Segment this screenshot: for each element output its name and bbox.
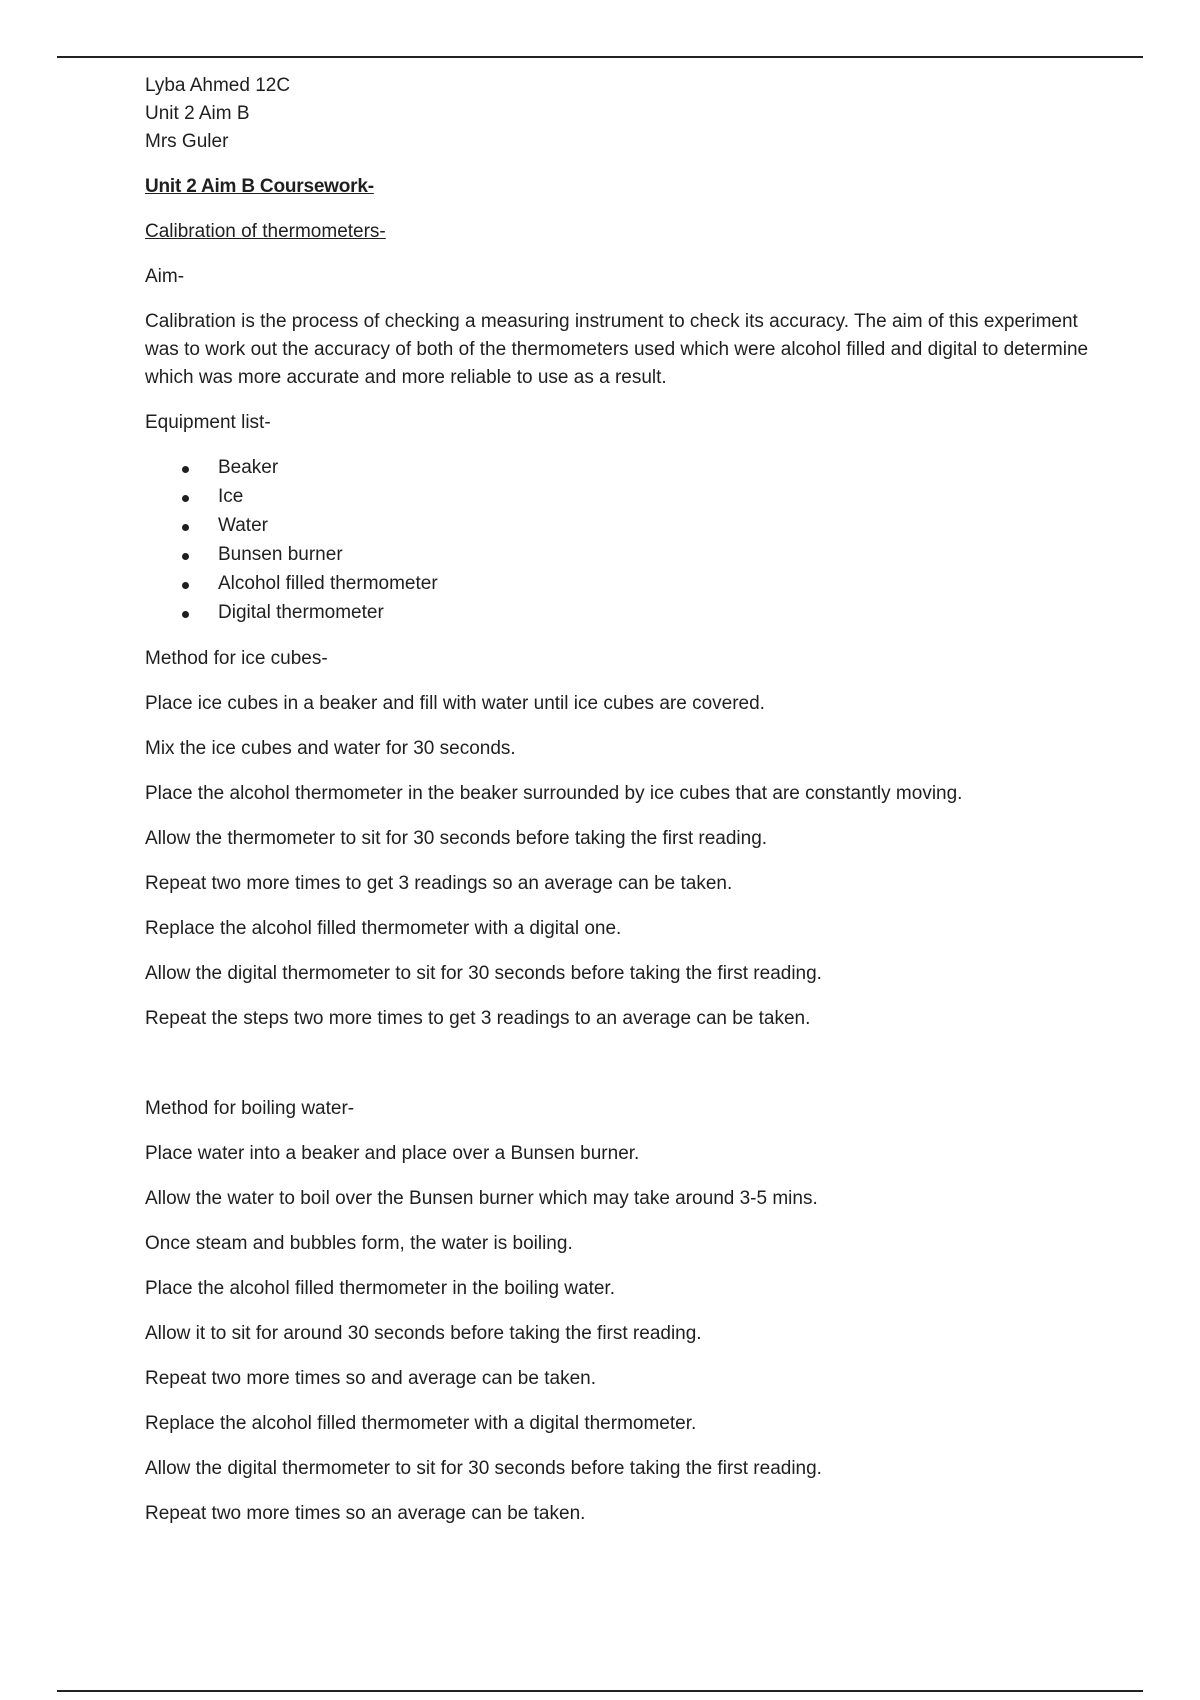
- equipment-item: Water: [218, 515, 268, 536]
- method-boil-step: Allow the water to boil over the Bunsen burner which may take around 3-5 mins.: [145, 1188, 818, 1209]
- method-ice-step: Repeat two more times to get 3 readings so an average can be taken.: [145, 873, 733, 894]
- aim-text: Calibration is the process of checking a measuring instrument to check its accuracy. The aim of this experiment was to work out the accuracy of both of the thermometers used which were alcohol filled and digital to determine which was more accurate and more reliable to use as a result.: [145, 311, 1089, 388]
- list-item: [145, 570, 1105, 599]
- equipment-item: Digital thermometer: [218, 602, 384, 623]
- bullet-icon: [182, 524, 189, 531]
- method-boil-step: Repeat two more times so and average can be taken.: [145, 1368, 596, 1389]
- equipment-label: Equipment list-: [145, 412, 271, 433]
- method-boil-step: Once steam and bubbles form, the water is boiling.: [145, 1233, 573, 1254]
- method-boil-step: Replace the alcohol filled thermometer with a digital thermometer.: [145, 1413, 697, 1434]
- method-boil-step: Place the alcohol filled thermometer in the boiling water.: [145, 1278, 615, 1299]
- document-title: Unit 2 Aim B Coursework-: [145, 176, 374, 197]
- method-ice-step: Allow the digital thermometer to sit for 30 seconds before taking the first reading.: [145, 963, 822, 984]
- list-item: [145, 541, 1105, 570]
- method-ice-step: Repeat the steps two more times to get 3 readings to an average can be taken.: [145, 1008, 811, 1029]
- student-name: Lyba Ahmed 12C: [145, 75, 291, 96]
- list-item: [145, 454, 1105, 483]
- bullet-icon: [182, 611, 189, 618]
- bullet-icon: [182, 495, 189, 502]
- equipment-item: Alcohol filled thermometer: [218, 573, 438, 594]
- aim-label: Aim-: [145, 266, 185, 287]
- unit-name: Unit 2 Aim B: [145, 103, 250, 124]
- top-rule: [57, 56, 1143, 58]
- method-boil-step: Allow the digital thermometer to sit for 30 seconds before taking the first reading.: [145, 1458, 822, 1479]
- method-ice-step: Place ice cubes in a beaker and fill with water until ice cubes are covered.: [145, 693, 765, 714]
- method-boil-step: Place water into a beaker and place over a Bunsen burner.: [145, 1143, 640, 1164]
- equipment-item: Ice: [218, 486, 244, 507]
- method-ice-step: Place the alcohol thermometer in the beaker surrounded by ice cubes that are constantly moving.: [145, 783, 963, 804]
- method-ice-label: Method for ice cubes-: [145, 648, 328, 669]
- bullet-icon: [182, 582, 189, 589]
- method-boil-step: Repeat two more times so an average can be taken.: [145, 1503, 586, 1524]
- list-item: [145, 512, 1105, 541]
- bullet-icon: [182, 466, 189, 473]
- equipment-item: Bunsen burner: [218, 544, 343, 565]
- list-item: [145, 483, 1105, 512]
- method-ice-step: Allow the thermometer to sit for 30 seconds before taking the first reading.: [145, 828, 768, 849]
- list-item: [145, 599, 1105, 628]
- equipment-item: Beaker: [218, 457, 279, 478]
- bottom-rule: [57, 1690, 1143, 1692]
- teacher-name: Mrs Guler: [145, 131, 229, 152]
- method-boil-step: Allow it to sit for around 30 seconds before taking the first reading.: [145, 1323, 702, 1344]
- method-ice-step: Mix the ice cubes and water for 30 seconds.: [145, 738, 516, 759]
- method-ice-step: Replace the alcohol filled thermometer with a digital one.: [145, 918, 622, 939]
- equipment-list: [145, 454, 1105, 628]
- method-boil-label: Method for boiling water-: [145, 1098, 355, 1119]
- bullet-icon: [182, 553, 189, 560]
- section-spacer: [145, 1033, 1105, 1078]
- document-page: [145, 72, 1105, 1528]
- document-subtitle: Calibration of thermometers-: [145, 221, 386, 242]
- document-header: [145, 72, 1105, 156]
